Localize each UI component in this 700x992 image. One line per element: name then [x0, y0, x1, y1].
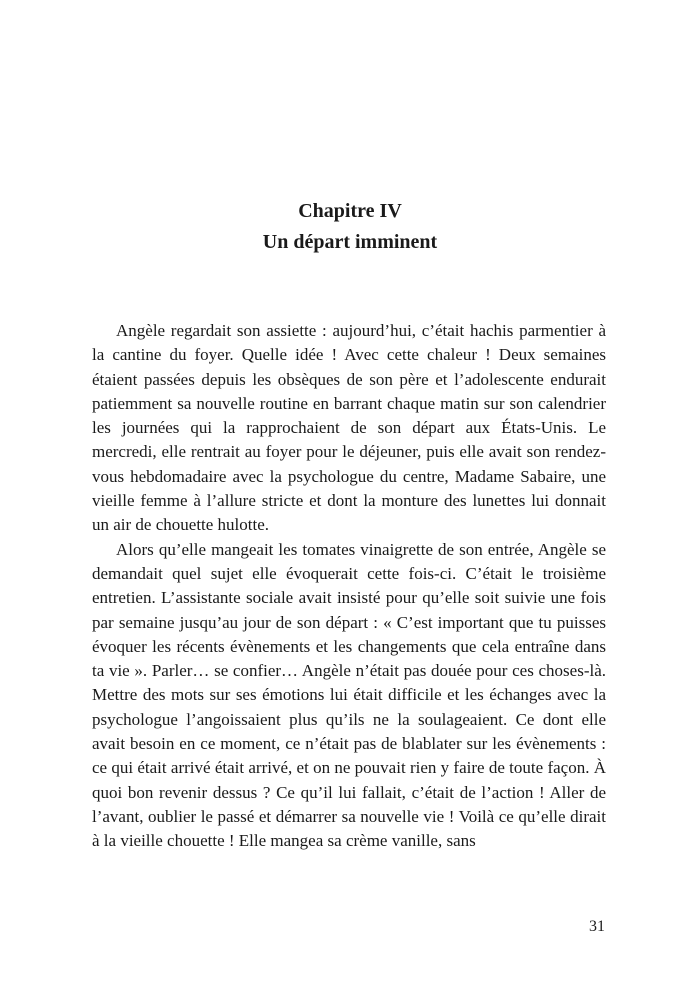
page-number: 31: [589, 918, 605, 935]
paragraph-1: Angèle regardait son assiette : aujourd’hui, c’était hachis parmentier à la cantine du foyer. Quelle idée ! Avec cette chaleur ! Deux semaines étaient passées depuis les obsèques de son père et l’adolescente endurait patiemment sa nouvelle routine en barrant chaque matin sur son calendrier les journées qui la rapprochaient de son départ aux États-Unis. Le mercredi, elle rentrait au foyer pour le déjeuner, puis elle avait son rendez-vous hebdomadaire avec la psychologue du centre, Madame Sabaire, une vieille femme à l’allure stricte et dont la monture des lunettes lui donnait un air de chouette hulotte.: [92, 321, 606, 535]
body-text: [92, 319, 606, 854]
chapter-number: Chapitre IV: [298, 200, 402, 222]
paragraph-2: Alors qu’elle mangeait les tomates vinaigrette de son entrée, Angèle se demandait quel sujet elle évoquerait cette fois-ci. C’était le troisième entretien. L’assistante sociale avait insisté pour qu’elle soit suivie une fois par semaine jusqu’au jour de son départ : « C’est important que tu puisses évoquer les récents évènements et les changements que cela entraîne dans ta vie ». Parler… se confier… Angèle n’était pas douée pour ces choses-là. Mettre des mots sur ses émotions lui était difficile et les échanges avec la psychologue l’angoissaient plus qu’ils ne la soulageaient. Ce dont elle avait besoin en ce moment, ce n’était pas de blablater sur les évènements : ce qui était arrivé était arrivé, et on ne pouvait rien y faire de toute façon. À quoi bon revenir dessus ? Ce qu’il lui fallait, c’était de l’action ! Aller de l’avant, oublier le passé et démarrer sa nouvelle vie ! Voilà ce qu’elle dirait à la vieille chouette ! Elle mangea sa crème vanille, sans: [92, 539, 606, 851]
chapter-title: Un départ imminent: [262, 231, 438, 253]
chapter-heading: [0, 196, 700, 258]
